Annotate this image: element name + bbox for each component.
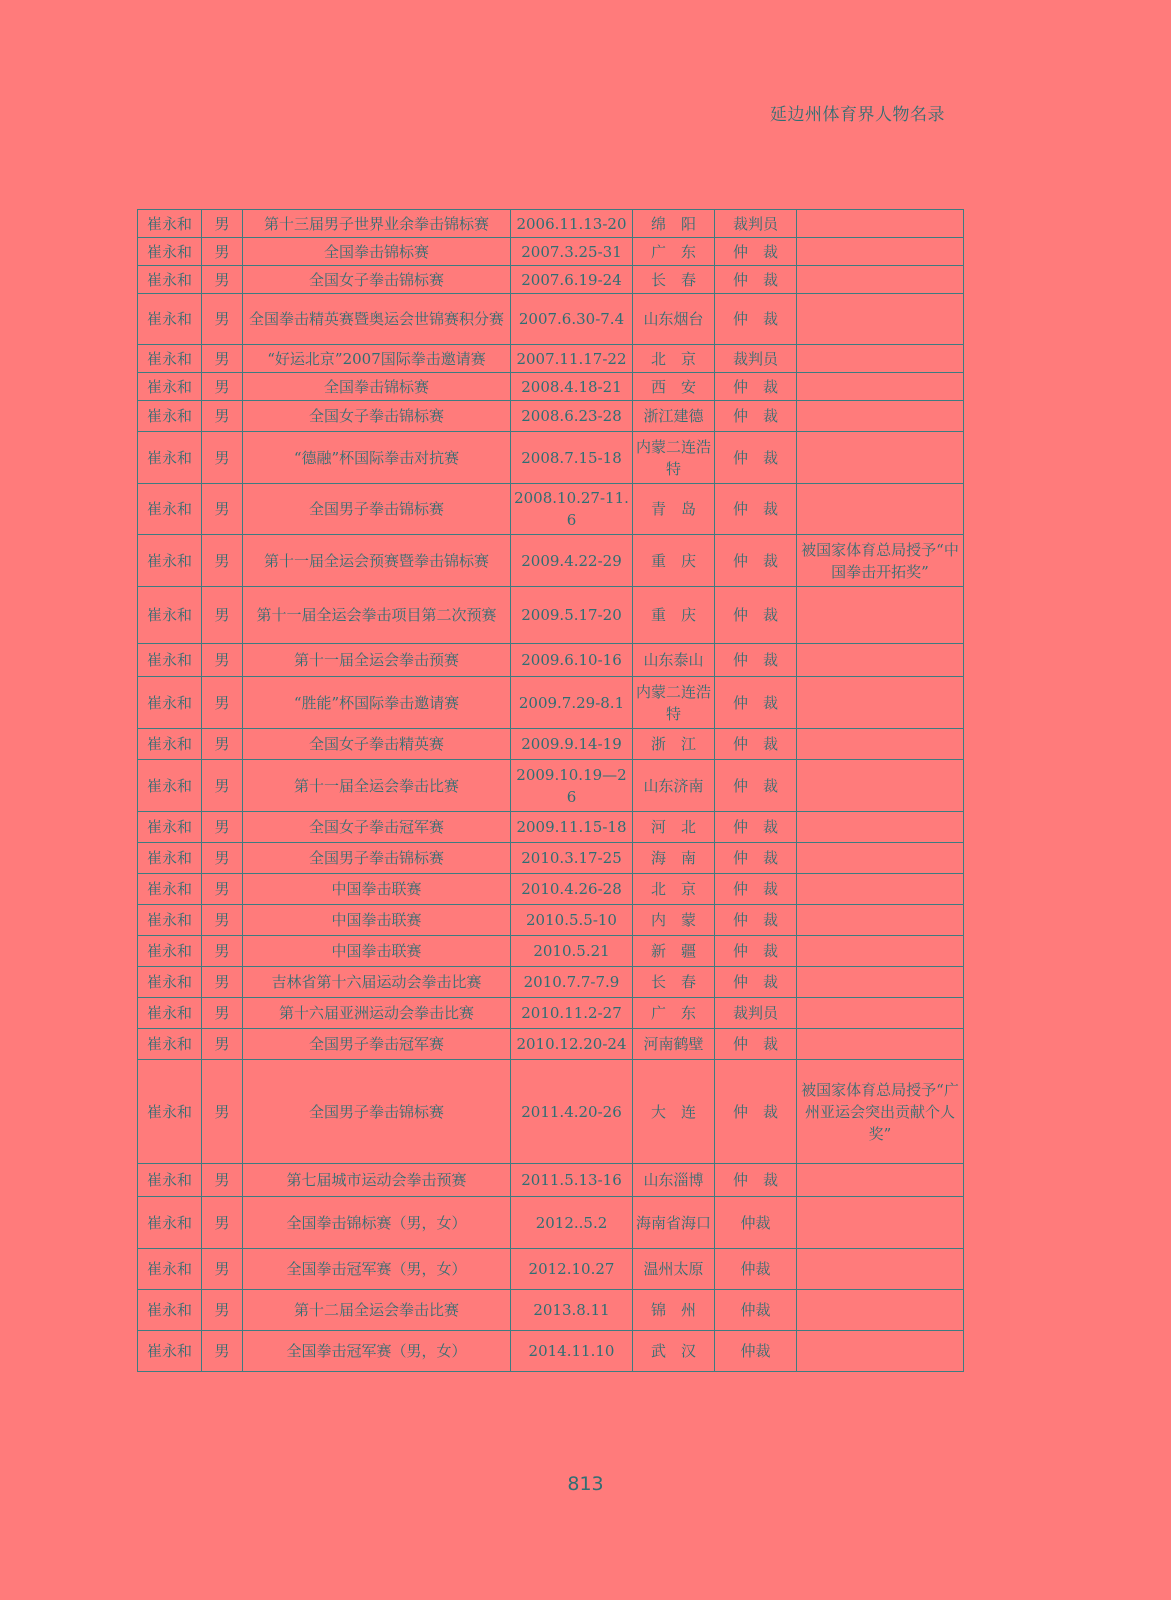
role-cell: 仲 裁 bbox=[715, 1164, 797, 1197]
name-cell: 崔永和 bbox=[138, 998, 202, 1029]
place-cell: 新 疆 bbox=[633, 936, 715, 967]
date-cell: 2010.5.5-10 bbox=[511, 905, 633, 936]
role-cell: 仲 裁 bbox=[715, 373, 797, 401]
role-cell: 仲 裁 bbox=[715, 1029, 797, 1060]
role-cell: 仲裁 bbox=[715, 1331, 797, 1372]
role-cell: 仲 裁 bbox=[715, 843, 797, 874]
place-cell: 山东烟台 bbox=[633, 294, 715, 345]
date-cell: 2010.11.2-27 bbox=[511, 998, 633, 1029]
place-cell: 北 京 bbox=[633, 874, 715, 905]
table-row bbox=[138, 1331, 964, 1372]
sex-cell: 男 bbox=[202, 401, 243, 432]
place-cell: 内蒙二连浩特 bbox=[633, 677, 715, 729]
date-cell: 2009.7.29-8.1 bbox=[511, 677, 633, 729]
sex-cell: 男 bbox=[202, 535, 243, 587]
sex-cell: 男 bbox=[202, 1060, 243, 1164]
name-cell: 崔永和 bbox=[138, 266, 202, 294]
event-cell: 中国拳击联赛 bbox=[243, 874, 511, 905]
role-cell: 仲 裁 bbox=[715, 1060, 797, 1164]
sex-cell: 男 bbox=[202, 1249, 243, 1290]
place-cell: 浙江建德 bbox=[633, 401, 715, 432]
name-cell: 崔永和 bbox=[138, 874, 202, 905]
date-cell: 2007.3.25-31 bbox=[511, 238, 633, 266]
date-cell: 2010.5.21 bbox=[511, 936, 633, 967]
note-cell bbox=[797, 1249, 964, 1290]
note-cell bbox=[797, 401, 964, 432]
note-cell bbox=[797, 1029, 964, 1060]
table-row bbox=[138, 345, 964, 373]
note-cell bbox=[797, 760, 964, 812]
date-cell: 2011.5.13-16 bbox=[511, 1164, 633, 1197]
role-cell: 仲 裁 bbox=[715, 812, 797, 843]
place-cell: 内蒙二连浩特 bbox=[633, 432, 715, 484]
name-cell: 崔永和 bbox=[138, 401, 202, 432]
name-cell: 崔永和 bbox=[138, 967, 202, 998]
event-cell: 全国男子拳击锦标赛 bbox=[243, 484, 511, 535]
event-cell: 全国女子拳击精英赛 bbox=[243, 729, 511, 760]
note-cell bbox=[797, 1197, 964, 1249]
event-cell: 全国拳击锦标赛 bbox=[243, 373, 511, 401]
note-cell bbox=[797, 266, 964, 294]
event-cell: 第十一届全运会拳击项目第二次预赛 bbox=[243, 587, 511, 644]
name-cell: 崔永和 bbox=[138, 238, 202, 266]
sex-cell: 男 bbox=[202, 238, 243, 266]
date-cell: 2009.9.14-19 bbox=[511, 729, 633, 760]
role-cell: 仲 裁 bbox=[715, 484, 797, 535]
date-cell: 2013.8.11 bbox=[511, 1290, 633, 1331]
name-cell: 崔永和 bbox=[138, 1331, 202, 1372]
name-cell: 崔永和 bbox=[138, 294, 202, 345]
table-row bbox=[138, 843, 964, 874]
place-cell: 青 岛 bbox=[633, 484, 715, 535]
date-cell: 2010.4.26-28 bbox=[511, 874, 633, 905]
sex-cell: 男 bbox=[202, 677, 243, 729]
date-cell: 2007.6.19-24 bbox=[511, 266, 633, 294]
place-cell: 温州太原 bbox=[633, 1249, 715, 1290]
date-cell: 2006.11.13-20 bbox=[511, 210, 633, 238]
note-cell bbox=[797, 345, 964, 373]
note-cell: 被国家体育总局授予“广州亚运会突出贡献个人奖” bbox=[797, 1060, 964, 1164]
role-cell: 仲 裁 bbox=[715, 729, 797, 760]
place-cell: 重 庆 bbox=[633, 587, 715, 644]
role-cell: 仲 裁 bbox=[715, 432, 797, 484]
note-cell bbox=[797, 1290, 964, 1331]
name-cell: 崔永和 bbox=[138, 644, 202, 677]
table-row bbox=[138, 1029, 964, 1060]
role-cell: 仲裁 bbox=[715, 1197, 797, 1249]
name-cell: 崔永和 bbox=[138, 812, 202, 843]
sex-cell: 男 bbox=[202, 1164, 243, 1197]
role-cell: 仲 裁 bbox=[715, 936, 797, 967]
note-cell bbox=[797, 238, 964, 266]
table-row bbox=[138, 587, 964, 644]
role-cell: 仲 裁 bbox=[715, 401, 797, 432]
role-cell: 仲 裁 bbox=[715, 266, 797, 294]
table-row bbox=[138, 432, 964, 484]
note-cell bbox=[797, 905, 964, 936]
table-row bbox=[138, 812, 964, 843]
note-cell bbox=[797, 644, 964, 677]
date-cell: 2008.6.23-28 bbox=[511, 401, 633, 432]
date-cell: 2009.10.19—26 bbox=[511, 760, 633, 812]
name-cell: 崔永和 bbox=[138, 535, 202, 587]
role-cell: 仲 裁 bbox=[715, 535, 797, 587]
table-row bbox=[138, 1060, 964, 1164]
table-row bbox=[138, 967, 964, 998]
table-row bbox=[138, 729, 964, 760]
table-row bbox=[138, 874, 964, 905]
role-cell: 仲 裁 bbox=[715, 760, 797, 812]
sex-cell: 男 bbox=[202, 587, 243, 644]
name-cell: 崔永和 bbox=[138, 843, 202, 874]
date-cell: 2008.4.18-21 bbox=[511, 373, 633, 401]
date-cell: 2009.11.15-18 bbox=[511, 812, 633, 843]
place-cell: 长 春 bbox=[633, 266, 715, 294]
place-cell: 广 东 bbox=[633, 238, 715, 266]
event-cell: “好运北京”2007国际拳击邀请赛 bbox=[243, 345, 511, 373]
role-cell: 仲 裁 bbox=[715, 905, 797, 936]
note-cell bbox=[797, 936, 964, 967]
name-cell: 崔永和 bbox=[138, 1029, 202, 1060]
role-cell: 仲裁 bbox=[715, 1249, 797, 1290]
place-cell: 山东济南 bbox=[633, 760, 715, 812]
table-row bbox=[138, 484, 964, 535]
sex-cell: 男 bbox=[202, 1029, 243, 1060]
records-table bbox=[137, 209, 964, 1372]
name-cell: 崔永和 bbox=[138, 677, 202, 729]
note-cell bbox=[797, 210, 964, 238]
place-cell: 锦 州 bbox=[633, 1290, 715, 1331]
table-row bbox=[138, 210, 964, 238]
table-row bbox=[138, 373, 964, 401]
name-cell: 崔永和 bbox=[138, 760, 202, 812]
table-row bbox=[138, 1249, 964, 1290]
place-cell: 河南鹤壁 bbox=[633, 1029, 715, 1060]
note-cell bbox=[797, 432, 964, 484]
event-cell: 全国拳击精英赛暨奥运会世锦赛积分赛 bbox=[243, 294, 511, 345]
name-cell: 崔永和 bbox=[138, 345, 202, 373]
date-cell: 2008.7.15-18 bbox=[511, 432, 633, 484]
note-cell bbox=[797, 812, 964, 843]
table-row bbox=[138, 1197, 964, 1249]
note-cell bbox=[797, 484, 964, 535]
note-cell bbox=[797, 729, 964, 760]
event-cell: 全国男子拳击冠军赛 bbox=[243, 1029, 511, 1060]
note-cell bbox=[797, 373, 964, 401]
table-row bbox=[138, 238, 964, 266]
sex-cell: 男 bbox=[202, 936, 243, 967]
sex-cell: 男 bbox=[202, 1290, 243, 1331]
place-cell: 山东淄博 bbox=[633, 1164, 715, 1197]
name-cell: 崔永和 bbox=[138, 1060, 202, 1164]
sex-cell: 男 bbox=[202, 484, 243, 535]
table-row bbox=[138, 266, 964, 294]
table-row bbox=[138, 644, 964, 677]
role-cell: 裁判员 bbox=[715, 210, 797, 238]
event-cell: 全国女子拳击锦标赛 bbox=[243, 266, 511, 294]
table-row bbox=[138, 760, 964, 812]
page-number: 813 bbox=[567, 1473, 604, 1495]
note-cell bbox=[797, 294, 964, 345]
table-row bbox=[138, 1164, 964, 1197]
event-cell: “胜能”杯国际拳击邀请赛 bbox=[243, 677, 511, 729]
name-cell: 崔永和 bbox=[138, 432, 202, 484]
role-cell: 仲 裁 bbox=[715, 644, 797, 677]
note-cell bbox=[797, 1331, 964, 1372]
event-cell: 第七届城市运动会拳击预赛 bbox=[243, 1164, 511, 1197]
event-cell: 全国男子拳击锦标赛 bbox=[243, 1060, 511, 1164]
place-cell: 西 安 bbox=[633, 373, 715, 401]
place-cell: 北 京 bbox=[633, 345, 715, 373]
date-cell: 2010.7.7-7.9 bbox=[511, 967, 633, 998]
role-cell: 仲 裁 bbox=[715, 874, 797, 905]
table-row bbox=[138, 1290, 964, 1331]
table-row bbox=[138, 936, 964, 967]
place-cell: 重 庆 bbox=[633, 535, 715, 587]
event-cell: 第十三届男子世界业余拳击锦标赛 bbox=[243, 210, 511, 238]
name-cell: 崔永和 bbox=[138, 729, 202, 760]
event-cell: 全国拳击锦标赛（男，女） bbox=[243, 1197, 511, 1249]
name-cell: 崔永和 bbox=[138, 936, 202, 967]
role-cell: 仲 裁 bbox=[715, 967, 797, 998]
date-cell: 2007.6.30-7.4 bbox=[511, 294, 633, 345]
sex-cell: 男 bbox=[202, 1331, 243, 1372]
role-cell: 仲 裁 bbox=[715, 587, 797, 644]
table-row bbox=[138, 401, 964, 432]
sex-cell: 男 bbox=[202, 644, 243, 677]
table-body bbox=[138, 210, 964, 1372]
place-cell: 山东泰山 bbox=[633, 644, 715, 677]
date-cell: 2010.3.17-25 bbox=[511, 843, 633, 874]
sex-cell: 男 bbox=[202, 294, 243, 345]
event-cell: 全国女子拳击锦标赛 bbox=[243, 401, 511, 432]
place-cell: 浙 江 bbox=[633, 729, 715, 760]
event-cell: 全国拳击冠军赛（男，女） bbox=[243, 1249, 511, 1290]
name-cell: 崔永和 bbox=[138, 373, 202, 401]
sex-cell: 男 bbox=[202, 729, 243, 760]
event-cell: 第十一届全运会拳击预赛 bbox=[243, 644, 511, 677]
role-cell: 裁判员 bbox=[715, 998, 797, 1029]
sex-cell: 男 bbox=[202, 905, 243, 936]
note-cell: 被国家体育总局授予“中国拳击开拓奖” bbox=[797, 535, 964, 587]
place-cell: 海 南 bbox=[633, 843, 715, 874]
place-cell: 河 北 bbox=[633, 812, 715, 843]
name-cell: 崔永和 bbox=[138, 587, 202, 644]
name-cell: 崔永和 bbox=[138, 1249, 202, 1290]
name-cell: 崔永和 bbox=[138, 210, 202, 238]
event-cell: 吉林省第十六届运动会拳击比赛 bbox=[243, 967, 511, 998]
place-cell: 绵 阳 bbox=[633, 210, 715, 238]
running-header: 延边州体育界人物名录 bbox=[770, 105, 945, 125]
event-cell: 第十一届全运会拳击比赛 bbox=[243, 760, 511, 812]
date-cell: 2009.4.22-29 bbox=[511, 535, 633, 587]
name-cell: 崔永和 bbox=[138, 484, 202, 535]
place-cell: 武 汉 bbox=[633, 1331, 715, 1372]
place-cell: 内 蒙 bbox=[633, 905, 715, 936]
role-cell: 仲 裁 bbox=[715, 294, 797, 345]
event-cell: 第十二届全运会拳击比赛 bbox=[243, 1290, 511, 1331]
role-cell: 仲 裁 bbox=[715, 238, 797, 266]
date-cell: 2008.10.27-11.6 bbox=[511, 484, 633, 535]
event-cell: 第十一届全运会预赛暨拳击锦标赛 bbox=[243, 535, 511, 587]
date-cell: 2009.6.10-16 bbox=[511, 644, 633, 677]
sex-cell: 男 bbox=[202, 967, 243, 998]
sex-cell: 男 bbox=[202, 266, 243, 294]
sex-cell: 男 bbox=[202, 874, 243, 905]
note-cell bbox=[797, 587, 964, 644]
note-cell bbox=[797, 677, 964, 729]
date-cell: 2007.11.17-22 bbox=[511, 345, 633, 373]
event-cell: 全国男子拳击锦标赛 bbox=[243, 843, 511, 874]
place-cell: 大 连 bbox=[633, 1060, 715, 1164]
note-cell bbox=[797, 998, 964, 1029]
sex-cell: 男 bbox=[202, 1197, 243, 1249]
sex-cell: 男 bbox=[202, 843, 243, 874]
sex-cell: 男 bbox=[202, 998, 243, 1029]
name-cell: 崔永和 bbox=[138, 905, 202, 936]
table-row bbox=[138, 905, 964, 936]
place-cell: 广 东 bbox=[633, 998, 715, 1029]
sex-cell: 男 bbox=[202, 812, 243, 843]
date-cell: 2010.12.20-24 bbox=[511, 1029, 633, 1060]
date-cell: 2012.10.27 bbox=[511, 1249, 633, 1290]
note-cell bbox=[797, 967, 964, 998]
name-cell: 崔永和 bbox=[138, 1164, 202, 1197]
event-cell: 中国拳击联赛 bbox=[243, 905, 511, 936]
date-cell: 2009.5.17-20 bbox=[511, 587, 633, 644]
note-cell bbox=[797, 843, 964, 874]
event-cell: 中国拳击联赛 bbox=[243, 936, 511, 967]
note-cell bbox=[797, 874, 964, 905]
date-cell: 2012..5.2 bbox=[511, 1197, 633, 1249]
table-row bbox=[138, 677, 964, 729]
table-row bbox=[138, 998, 964, 1029]
event-cell: 全国女子拳击冠军赛 bbox=[243, 812, 511, 843]
event-cell: 第十六届亚洲运动会拳击比赛 bbox=[243, 998, 511, 1029]
table-row bbox=[138, 294, 964, 345]
place-cell: 长 春 bbox=[633, 967, 715, 998]
name-cell: 崔永和 bbox=[138, 1290, 202, 1331]
date-cell: 2011.4.20-26 bbox=[511, 1060, 633, 1164]
sex-cell: 男 bbox=[202, 210, 243, 238]
name-cell: 崔永和 bbox=[138, 1197, 202, 1249]
sex-cell: 男 bbox=[202, 432, 243, 484]
sex-cell: 男 bbox=[202, 373, 243, 401]
sex-cell: 男 bbox=[202, 345, 243, 373]
table-row bbox=[138, 535, 964, 587]
sex-cell: 男 bbox=[202, 760, 243, 812]
event-cell: 全国拳击冠军赛（男，女） bbox=[243, 1331, 511, 1372]
note-cell bbox=[797, 1164, 964, 1197]
role-cell: 仲裁 bbox=[715, 1290, 797, 1331]
date-cell: 2014.11.10 bbox=[511, 1331, 633, 1372]
event-cell: “德融”杯国际拳击对抗赛 bbox=[243, 432, 511, 484]
place-cell: 海南省海口 bbox=[633, 1197, 715, 1249]
role-cell: 仲 裁 bbox=[715, 677, 797, 729]
event-cell: 全国拳击锦标赛 bbox=[243, 238, 511, 266]
role-cell: 裁判员 bbox=[715, 345, 797, 373]
